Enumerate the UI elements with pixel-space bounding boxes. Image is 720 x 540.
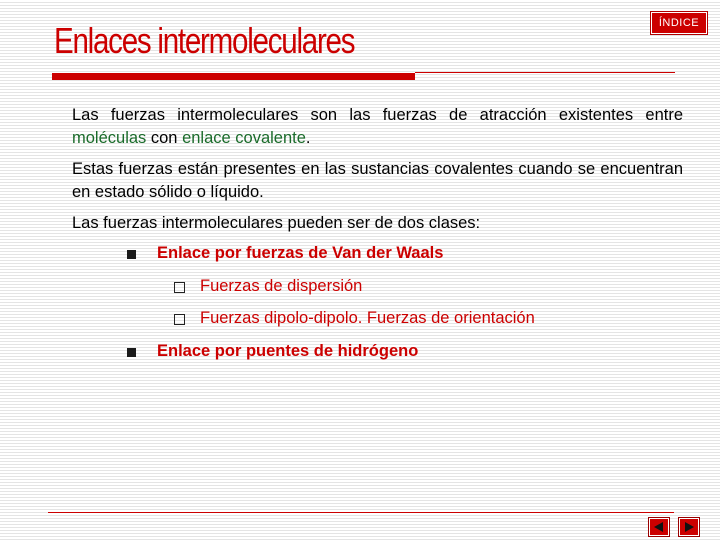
intro-text-c: . [305, 129, 311, 147]
term-enlace-covalente: enlace covalente [182, 129, 306, 147]
previous-slide-button[interactable] [649, 518, 669, 536]
title-underline-bar [52, 73, 415, 80]
hollow-square-bullet-icon [174, 282, 185, 293]
bullet-square-icon [127, 348, 136, 357]
states-paragraph: Estas fuerzas están presentes en las sustancias covalentes cuando se encuentran en estado sólido o líquido. [72, 160, 683, 201]
next-slide-button[interactable] [679, 518, 699, 536]
sub-bullet-dipolo: Fuerzas dipolo-dipolo. Fuerzas de orientación [200, 309, 535, 327]
bullet-square-icon [127, 250, 136, 259]
hollow-square-bullet-icon [174, 314, 185, 325]
intro-text-b: con [146, 129, 183, 147]
classes-paragraph: Las fuerzas intermoleculares pueden ser de dos clases: [72, 214, 481, 232]
intro-paragraph [72, 104, 683, 150]
triangle-right-icon [685, 522, 694, 532]
footer-rule [48, 512, 674, 513]
title-underline-rule [415, 72, 675, 73]
triangle-left-icon [654, 522, 663, 532]
sub-bullet-dispersion: Fuerzas de dispersión [200, 277, 363, 295]
bullet-van-der-waals: Enlace por fuerzas de Van der Waals [157, 244, 444, 262]
intro-text-a: Las fuerzas intermoleculares son las fuerzas de atracción existentes entre [72, 106, 683, 124]
slide-title: Enlaces intermoleculares [54, 20, 355, 61]
index-button[interactable]: ÍNDICE [651, 12, 707, 34]
term-moleculas: moléculas [72, 129, 147, 147]
bullet-puentes-hidrogeno: Enlace por puentes de hidrógeno [157, 342, 419, 360]
